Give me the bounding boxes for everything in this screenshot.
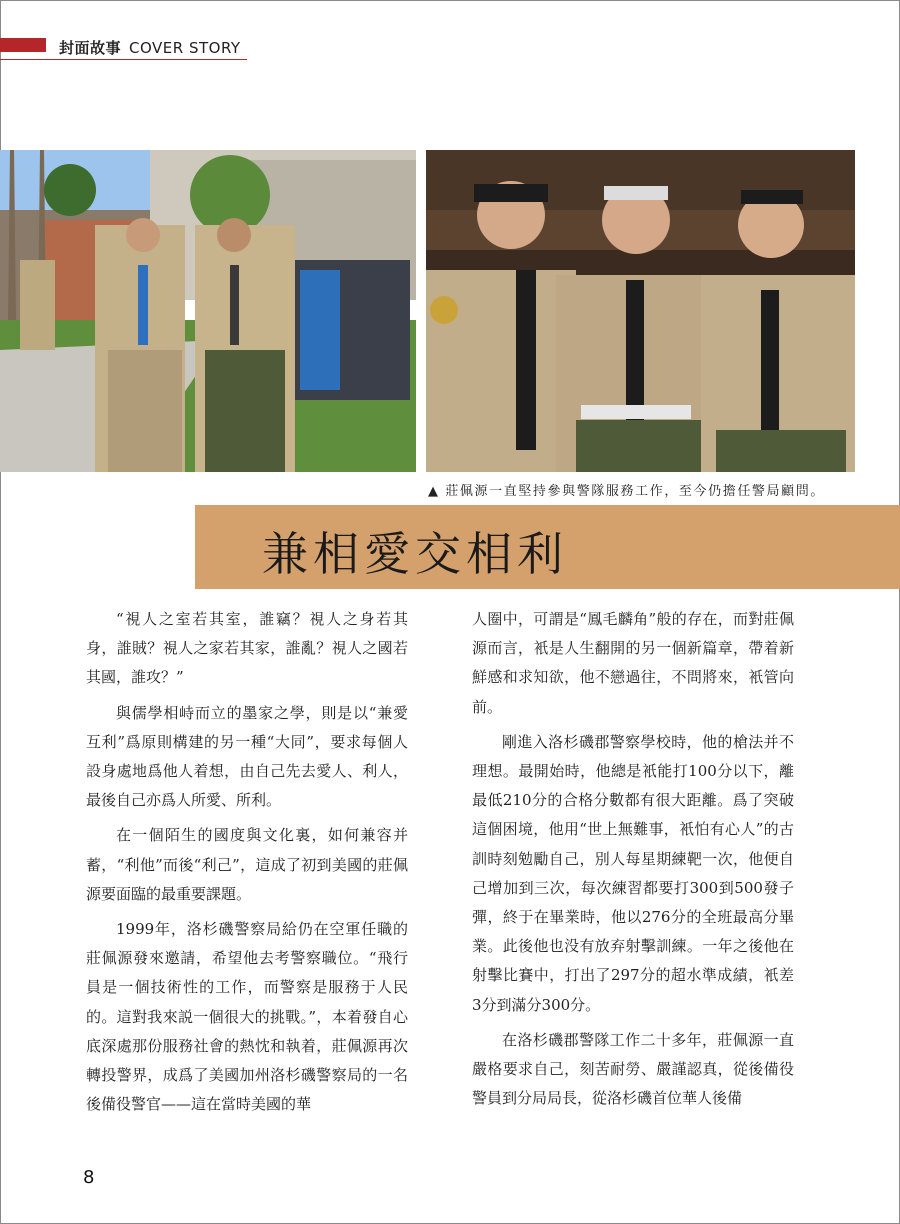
photo-caption: ▲ 莊佩源一直堅持參與警隊服務工作，至今仍擔任警局顧問。 <box>428 484 825 499</box>
paragraph: 1999年，洛杉磯警察局給仍在空軍任職的莊佩源發來邀請，希望他去考警察職位。“飛行員是一個技術性的工作，而警察是服務于人民的。這對我來説一個很大的挑戰。”，本着發自心底深處那份服務社會的熱忱和執着，莊佩源再次轉投警界，成爲了美國加州洛杉磯警察局的一名後備役警官——這在當時美國的華 <box>86 920 408 1114</box>
section-header <box>59 37 241 58</box>
header-rule <box>0 59 247 60</box>
paragraph: 與儒學相峙而立的墨家之學，則是以“兼愛互利”爲原則構建的另一種“大同”，要求每個人設身處地爲他人着想，由自己先去愛人、利人，最後自己亦爲人所愛、所利。 <box>86 703 408 810</box>
section-label-en: COVER STORY <box>129 39 241 57</box>
section-label-zh: 封面故事 <box>59 39 122 57</box>
paragraph: 剛進入洛杉磯郡警察學校時，他的槍法并不理想。最開始時，他總是衹能打100分以下，離最低210分的合格分數都有很大距離。爲了突破這個困境，他用“世上無難事，衹怕有心人”的古訓時刻勉勵自己，別人每星期練靶一次，他便自己增加到三次，每次練習都要打300到500發子彈，終于在畢業時，他以276分的全班最高分畢業。此後他也没有放弃射擊訓練。一年之後他在射擊比賽中，打出了297分的超水準成績，衹差3分到滿分300分。 <box>472 732 794 1014</box>
paragraph: 人圈中，可謂是“鳳毛麟角”般的存在，而對莊佩源而言，衹是人生翻開的另一個新篇章，帶着新鮮感和求知欲，他不戀過往，不問將來，衹管向前。 <box>472 610 794 716</box>
photo-two-officers <box>0 150 416 472</box>
photo-three-officers <box>426 150 855 472</box>
article-title: 兼相愛交相利 <box>262 527 568 581</box>
page-number: 8 <box>83 1167 95 1188</box>
paragraph: 在洛杉磯郡警隊工作二十多年，莊佩源一直嚴格要求自己，刻苦耐勞、嚴謹認真，從後備役警員到分局局長，從洛杉磯首位華人後備 <box>472 1030 794 1108</box>
paragraph: “視人之室若其室，誰竊？視人之身若其身，誰賊？視人之家若其家，誰亂？視人之國若其國，誰攻？” <box>86 610 408 687</box>
right-column <box>472 605 794 1119</box>
left-column <box>86 605 408 1125</box>
paragraph: 在一個陌生的國度與文化裏，如何兼容并蓄，“利他”而後“利己”，這成了初到美國的莊佩源要面臨的最重要課題。 <box>86 826 408 903</box>
section-marker <box>0 38 46 52</box>
